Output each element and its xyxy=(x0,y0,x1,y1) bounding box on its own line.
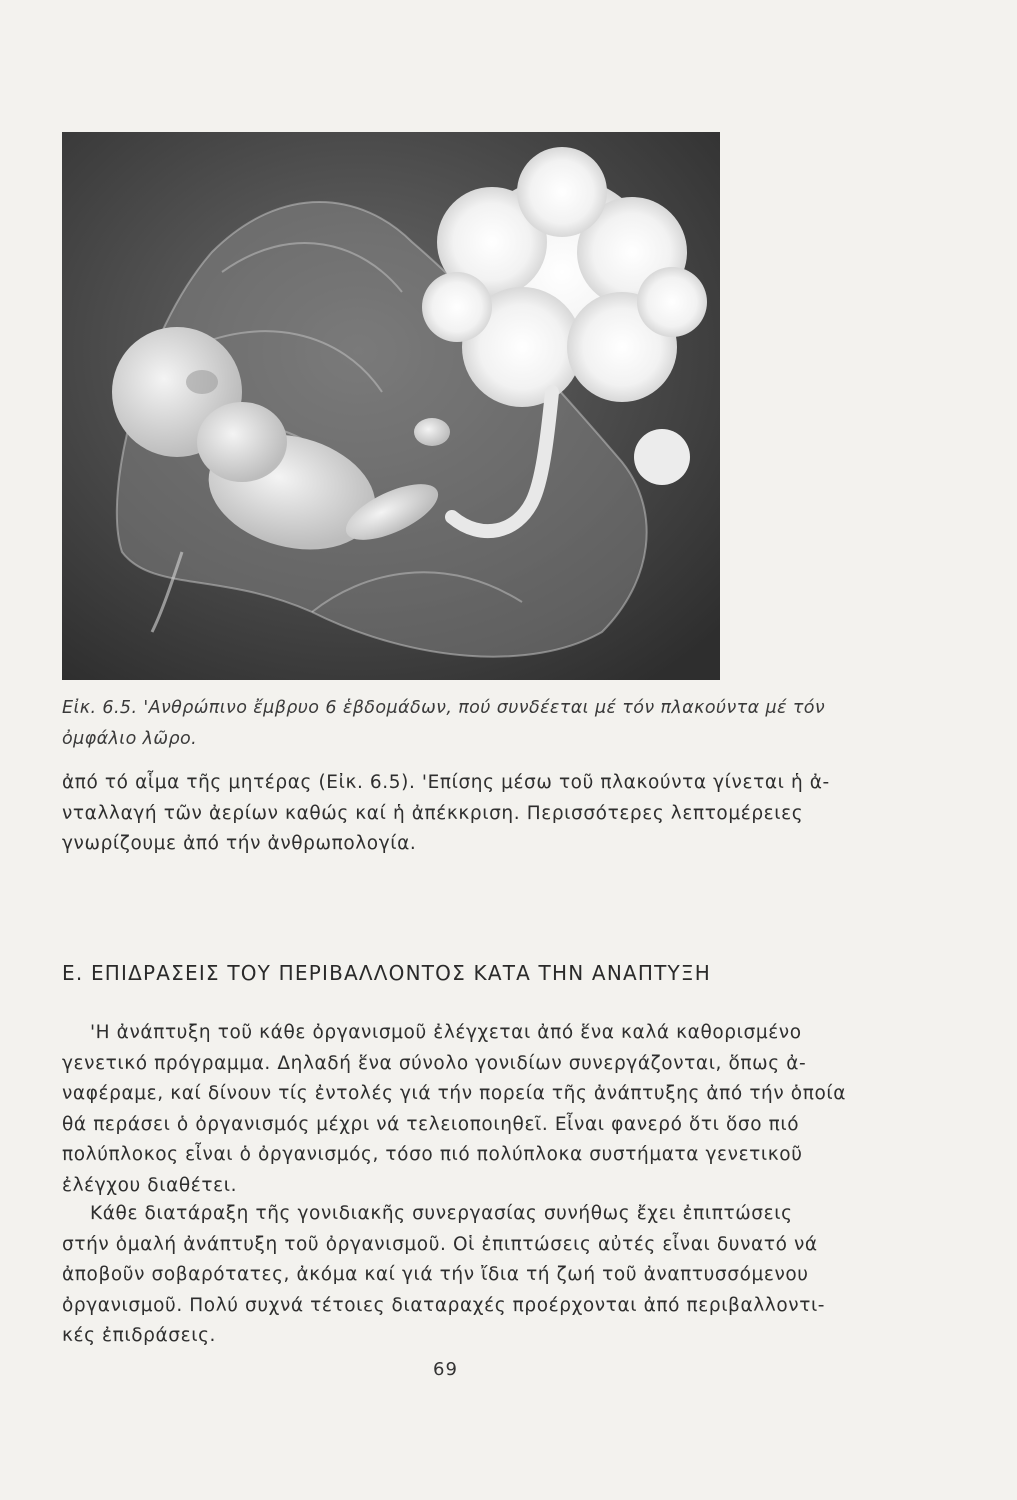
text-line: ναφέραμε, καί δίνουν τίς ἐντολές γιά τήν πορεία τῆς ἀνάπτυξης ἀπό τήν ὁποία xyxy=(62,1083,847,1104)
section-paragraph-2 xyxy=(62,1199,842,1352)
page-number: 69 xyxy=(433,1359,458,1380)
text-line: στήν ὁμαλή ἀνάπτυξη τοῦ ὀργανισμοῦ. Οἱ ἐπιπτώσεις αὐτές εἶναι δυνατό νά xyxy=(62,1233,818,1255)
text-line: ὀργανισμοῦ. Πολύ συχνά τέτοιες διαταραχές προέρχονται ἀπό περιβαλλοντι- xyxy=(62,1294,826,1316)
text-line: ἀπό τό αἷμα τῆς μητέρας (Εἰκ. 6.5). 'Επίσης μέσω τοῦ πλακούντα γίνεται ἡ ἀ- xyxy=(62,772,830,793)
caption-line: Εἰκ. 6.5. 'Ανθρώπινο ἔμβρυο 6 ἑβδομάδων, πού συνδέεται μέ τόν πλακούντα μέ τόν xyxy=(62,698,826,718)
text-line: νταλλαγή τῶν ἀερίων καθώς καί ἡ ἀπέκκριση. Περισσότερες λεπτομέρειες xyxy=(62,802,804,824)
embryo-photograph xyxy=(62,132,720,680)
text-line: Κάθε διατάραξη τῆς γονιδιακῆς συνεργασίας συνήθως ἔχει ἐπιπτώσεις xyxy=(90,1203,793,1224)
section-heading: Ε. ΕΠΙΔΡΑΣΕΙΣ ΤΟΥ ΠΕΡΙΒΑΛΛΟΝΤΟΣ ΚΑΤΑ ΤΗΝ ΑΝΑΠΤΥΞΗ xyxy=(62,961,712,985)
text-line: γενετικό πρόγραμμα. Δηλαδή ἕνα σύνολο γονιδίων συνεργάζονται, ὅπως ἀ- xyxy=(62,1052,807,1074)
text-line: γνωρίζουμε ἀπό τήν ἀνθρωπολογία. xyxy=(62,833,417,854)
text-line: ἀποβοῦν σοβαρότατες, ἀκόμα καί γιά τήν ἴδια τή ζωή τοῦ ἀναπτυσσόμενου xyxy=(62,1264,809,1285)
section-paragraph-1 xyxy=(62,1018,847,1201)
text-line: θά περάσει ὁ ὀργανισμός μέχρι νά τελειοποιηθεῖ. Εἶναι φανερό ὅτι ὅσο πιό xyxy=(62,1113,800,1135)
intro-paragraph xyxy=(62,768,842,860)
text-line: ἐλέγχου διαθέτει. xyxy=(62,1174,238,1196)
figure-caption xyxy=(62,693,862,755)
caption-line: ὀμφάλιο λῶρο. xyxy=(62,729,198,749)
text-line: πολύπλοκος εἶναι ὁ ὀργανισμός, τόσο πιό πολύπλοκα συστήματα γενετικοῦ xyxy=(62,1144,803,1165)
text-line: κές ἐπιδράσεις. xyxy=(62,1325,217,1346)
text-line: 'Η ἀνάπτυξη τοῦ κάθε ὀργανισμοῦ ἐλέγχεται ἀπό ἕνα καλά καθορισμένο xyxy=(90,1022,802,1043)
